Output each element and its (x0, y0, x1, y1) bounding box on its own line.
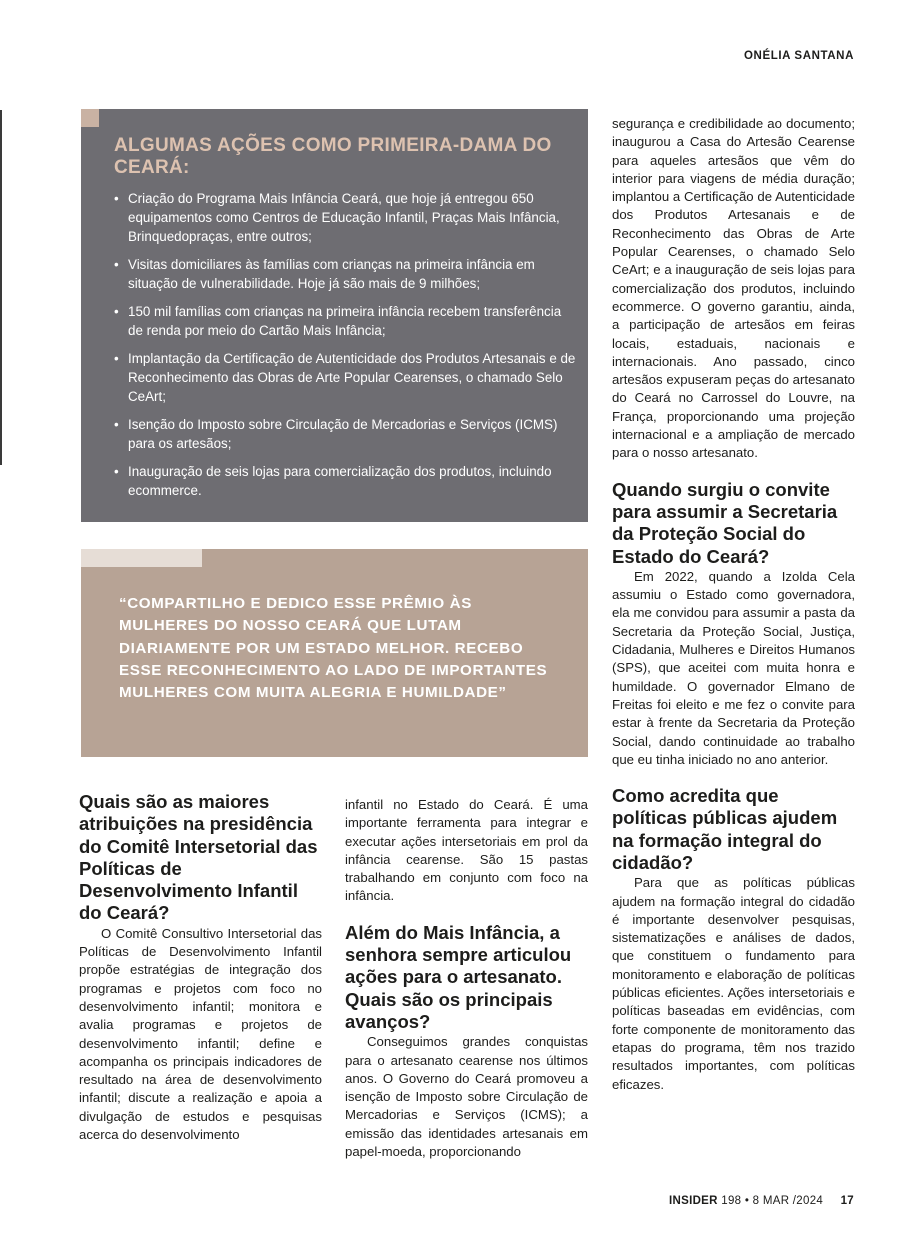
article-column-1 (79, 791, 322, 1144)
sidebar-title: ALGUMAS AÇÕES COMO PRIMEIRA-DAMA DO CEARÁ: (114, 135, 552, 178)
sidebar-item: • Isenção do Imposto sobre Circulação de Mercadorias e Serviços (ICMS) para os artesãos; (114, 415, 576, 453)
actions-sidebar-box (81, 109, 588, 522)
answer-paragraph: Para que as políticas públicas ajudem na formação integral do cidadão é importante desenvolver pesquisas, sistematizações e análises de dados, que constituem o fundamento para monitoramento e elaboração de políticas públicas eficientes. Ações intersetoriais e políticas baseadas em evidências, com forte componente de monitoramento das etapas do programa, têm nos trazido resultados importantes, com políticas eficazes. (612, 875, 855, 1092)
sidebar-item: • Inauguração de seis lojas para comercialização dos produtos, incluindo ecommerce. (114, 462, 576, 500)
issue-info: 198 • 8 MAR /2024 (721, 1195, 824, 1207)
page-edge-line (0, 110, 2, 465)
answer-paragraph: segurança e credibilidade ao documento; inaugurou a Casa do Artesão Cearense para aqueles artesãos que vêm do interior para viagens de média duração; implantou a Certificação de Autenticidade dos Produtos Artesanais e de Reconhecimento das Obras de Arte Popular Cearenses, o chamado Selo CeArt; e a inauguração de seis lojas para comercialização dos produtos, incluindo ecommerce. O governo garantiu, ainda, a participação de artesãos em feiras locais, estaduais, nacionais e internacionais. Ano passado, cinco artesãos expuseram peças do artesanato do Ceará no Carrossel do Louvre, na França, proporcionando uma projeção internacional e a ampliação de mercado para o nosso artesanato. (612, 116, 855, 461)
answer-paragraph: Conseguimos grandes conquistas para o artesanato cearense nos últimos anos. O Governo do Ceará promoveu a isenção de Imposto sobre Circulação de Mercadorias e Serviços (ICMS); a emissão das identidades artesanais em papel-moeda, proporcionando (345, 1034, 588, 1160)
page-number: 17 (840, 1195, 854, 1207)
sidebar-item: • Criação do Programa Mais Infância Ceará, que hoje já entregou 650 equipamentos como Centros de Educação Infantil, Praças Mais Infância, Brinquedopraças, entre outros; (114, 189, 576, 246)
question-heading: Como acredita que políticas públicas ajudem na formação integral do cidadão? (612, 785, 838, 873)
pull-quote: “COMPARTILHO E DEDICO ESSE PRÊMIO ÀS MULHERES DO NOSSO CEARÁ QUE LUTAM DIARIAMENTE POR UM ESTADO MELHOR. RECEBO ESSE RECONHECIMENTO AO LADO DE IMPORTANTES MULHERES COM MUITA ALEGRIA E HUMILDADE” (119, 595, 548, 702)
question-heading: Quais são as maiores atribuições na presidência do Comitê Intersetorial das Políticas de Desenvolvimento Infantil do Ceará? (79, 791, 318, 924)
article-column-2 (345, 796, 588, 1161)
article-column-3 (612, 115, 855, 1094)
magazine-name: INSIDER (669, 1195, 718, 1207)
answer-paragraph: Em 2022, quando a Izolda Cela assumiu o Estado como governadora, ela me convidou para assumir a pasta da Secretaria da Proteção Social, Justiça, Cidadania, Mulheres e Direitos Humanos (SPS), que aceitei com muita honra e humildade. O governador Elmano de Freitas foi eleito e me fez o convite para estar à frente da Secretaria da Proteção Social, dando continuidade ao trabalho que eu tinha iniciado no ano anterior. (612, 568, 855, 767)
sidebar-item: • 150 mil famílias com crianças na primeira infância recebem transferência de renda por meio do Cartão Mais Infância; (114, 302, 576, 340)
question-heading: Além do Mais Infância, a senhora sempre articulou ações para o artesanato. Quais são os principais avanços? (345, 921, 572, 1032)
sidebar-item: • Implantação da Certificação de Autenticidade dos Produtos Artesanais e de Reconhecimento das Obras de Arte Popular Cearenses, o chamado Selo CeArt; (114, 349, 576, 406)
pull-quote-box (81, 549, 588, 757)
sidebar-list (114, 189, 576, 509)
quote-tab-accent (81, 549, 202, 567)
answer-paragraph: O Comitê Consultivo Intersetorial das Políticas de Desenvolvimento Infantil propõe estratégias de integração dos programas e projetos com foco no desenvolvimento infantil; monitora e avalia programas e projetos de desenvolvimento infantil; define e acompanha os principais indicadores de resultado na área de desenvolvimento infantil; discute a realização e apoia a divulgação de estudos e pesquisas acerca do desenvolvimento (79, 925, 322, 1143)
question-heading: Quando surgiu o convite para assumir a Secretaria da Proteção Social do Estado do Ceará? (612, 478, 838, 567)
sidebar-item: • Visitas domiciliares às famílias com crianças na primeira infância em situação de vulnerabilidade. Hoje já são mais de 9 milhões; (114, 255, 576, 293)
author-name: ONÉLIA SANTANA (744, 50, 854, 62)
answer-paragraph: infantil no Estado do Ceará. É uma importante ferramenta para integrar e executar ações intersetoriais em prol da infância cearense. São 15 pastas trabalhando em conjunto com foco na infância. (345, 797, 588, 904)
sidebar-tab-accent (81, 109, 99, 127)
page-footer (669, 1195, 854, 1207)
